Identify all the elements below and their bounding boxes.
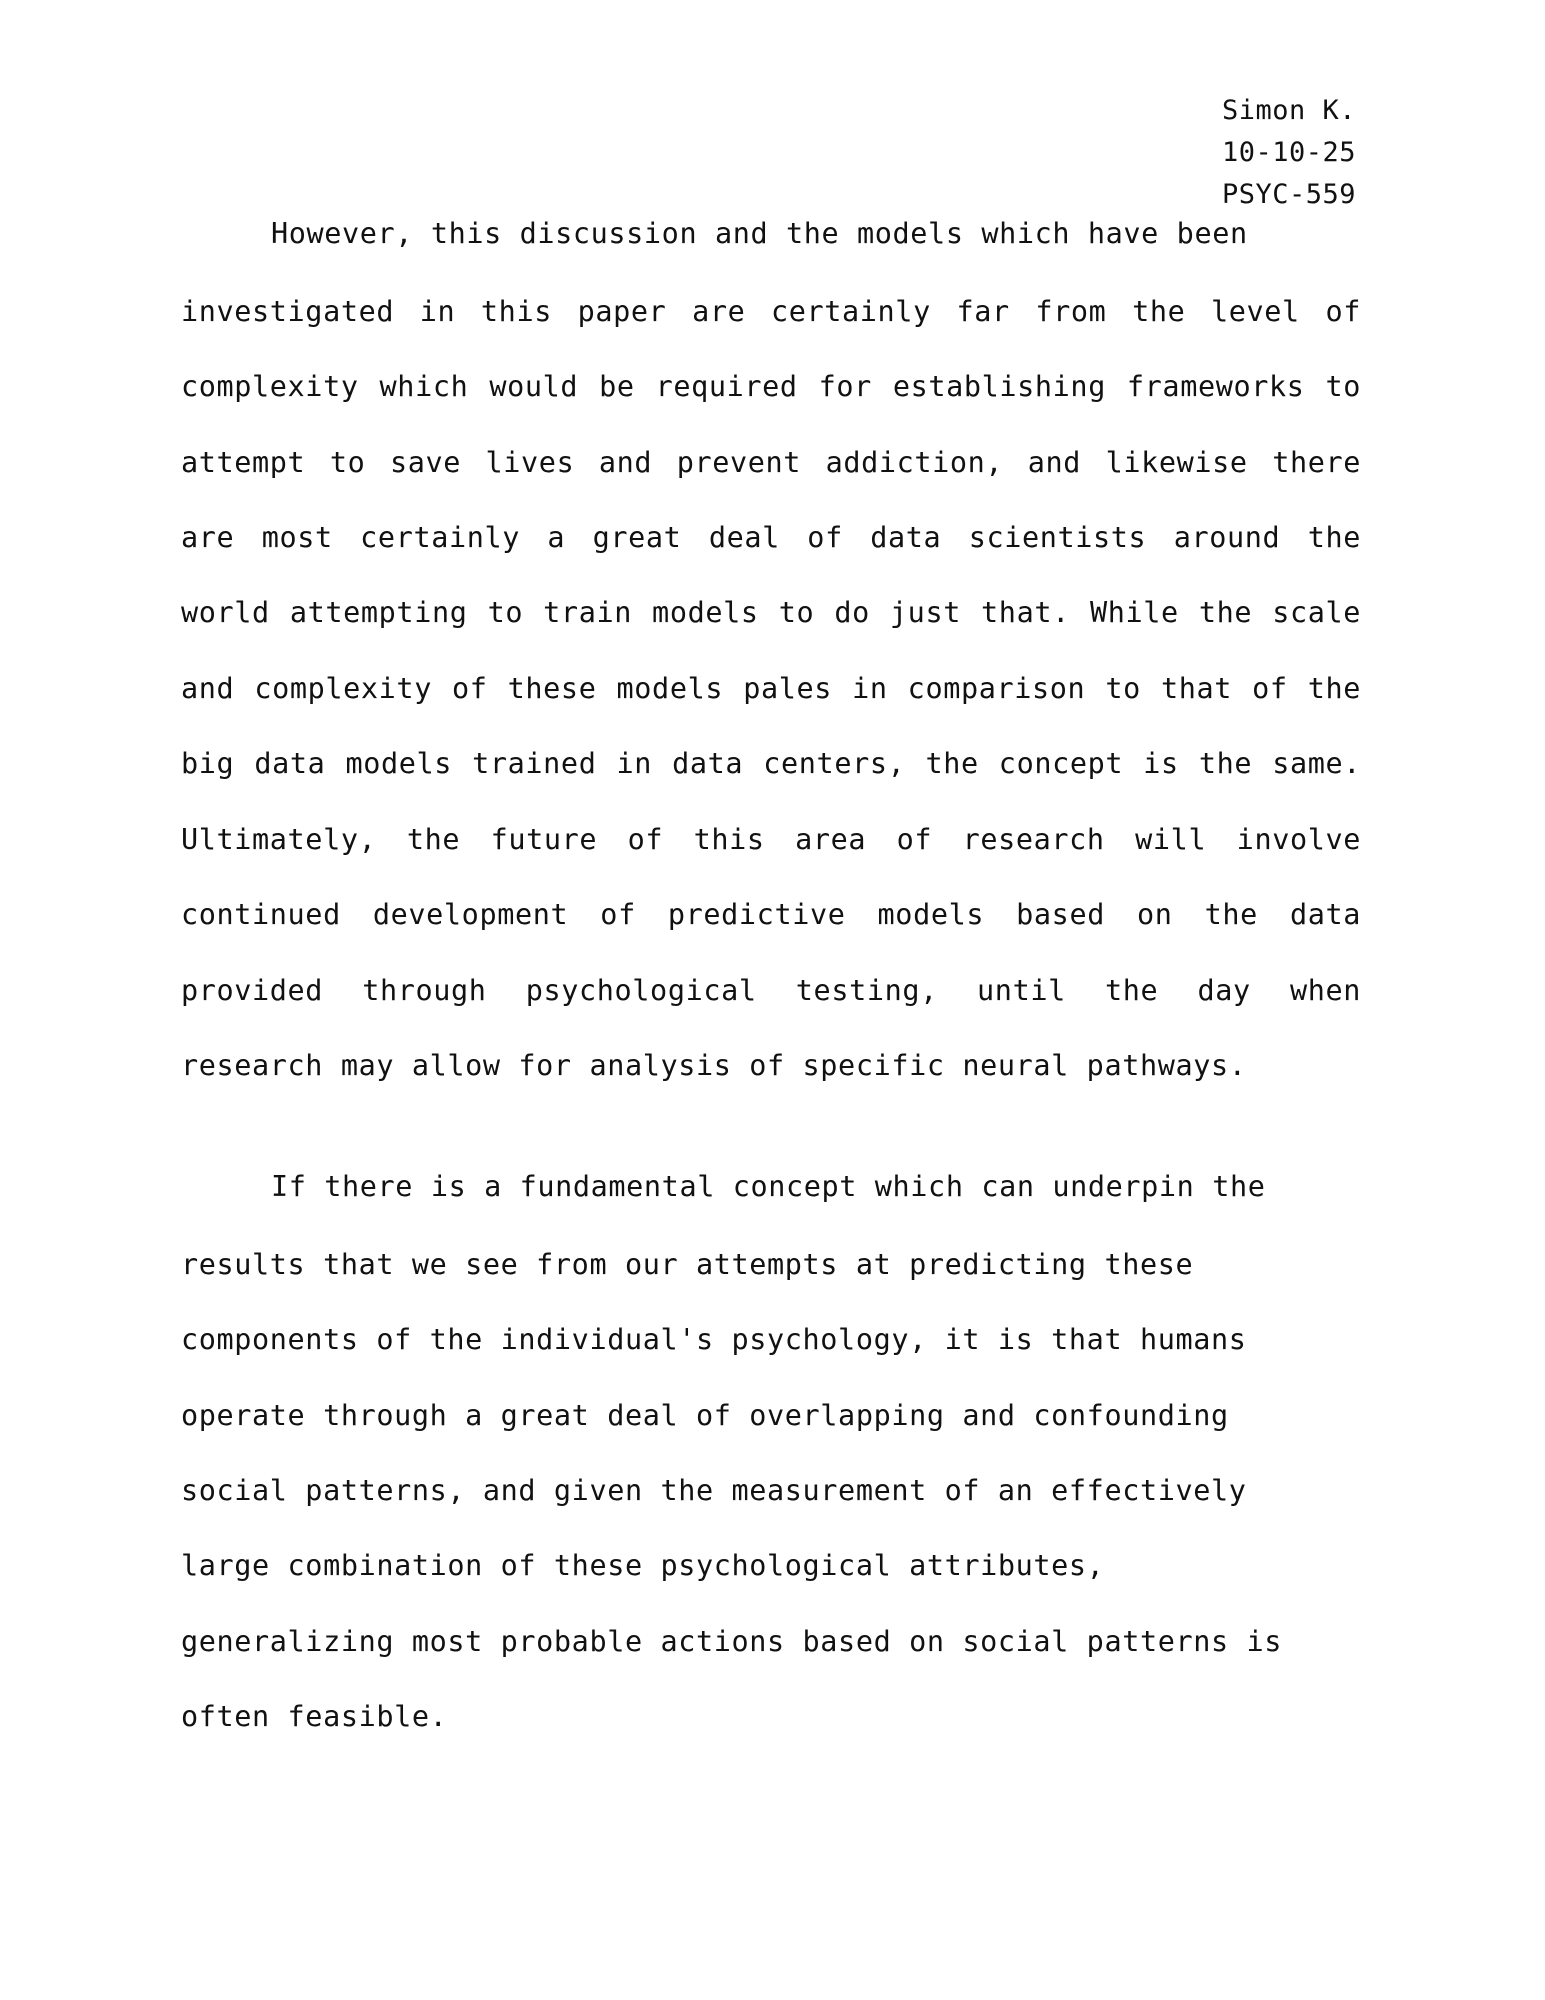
paragraph-line: However, this discussion and the models which have been [271, 217, 1248, 250]
paragraph-line: provided through psychological testing, until the day when [181, 974, 1361, 1007]
paragraph-line: If there is a fundamental concept which can underpin the [271, 1170, 1266, 1203]
paragraph-line: are most certainly a great deal of data scientists around the [181, 521, 1361, 554]
paragraph-line: research may allow for analysis of specific neural pathways. [181, 1049, 1247, 1082]
author-name: Simon K. [1222, 95, 1357, 126]
paragraph-line: large combination of these psychological attributes, [181, 1549, 1105, 1582]
paragraph-line: generalizing most probable actions based on social patterns is [181, 1625, 1283, 1658]
paragraph-line: investigated in this paper are certainly far from the level of [181, 295, 1361, 328]
document-date: 10-10-25 [1222, 137, 1357, 168]
paragraph-line: and complexity of these models pales in comparison to that of the [181, 672, 1361, 705]
course-code: PSYC-559 [1222, 179, 1357, 210]
paragraph-line: often feasible. [181, 1700, 448, 1733]
paragraph-line: continued development of predictive models based on the data [181, 898, 1361, 931]
paragraph-line: social patterns, and given the measurement of an effectively [181, 1474, 1247, 1507]
paragraph-line: world attempting to train models to do just that. While the scale [181, 596, 1361, 629]
paragraph-line: components of the individual's psychology, it is that humans [181, 1323, 1247, 1356]
paragraph-line: results that we see from our attempts at predicting these [181, 1248, 1194, 1281]
paragraph-line: big data models trained in data centers, the concept is the same. [181, 747, 1361, 780]
paragraph-line: Ultimately, the future of this area of research will involve [181, 823, 1361, 856]
author-header [1222, 90, 1382, 216]
paragraph-line: operate through a great deal of overlapping and confounding [181, 1399, 1229, 1432]
paragraph-line: attempt to save lives and prevent addiction, and likewise there [181, 446, 1361, 479]
paragraph-line: complexity which would be required for establishing frameworks to [181, 370, 1361, 403]
